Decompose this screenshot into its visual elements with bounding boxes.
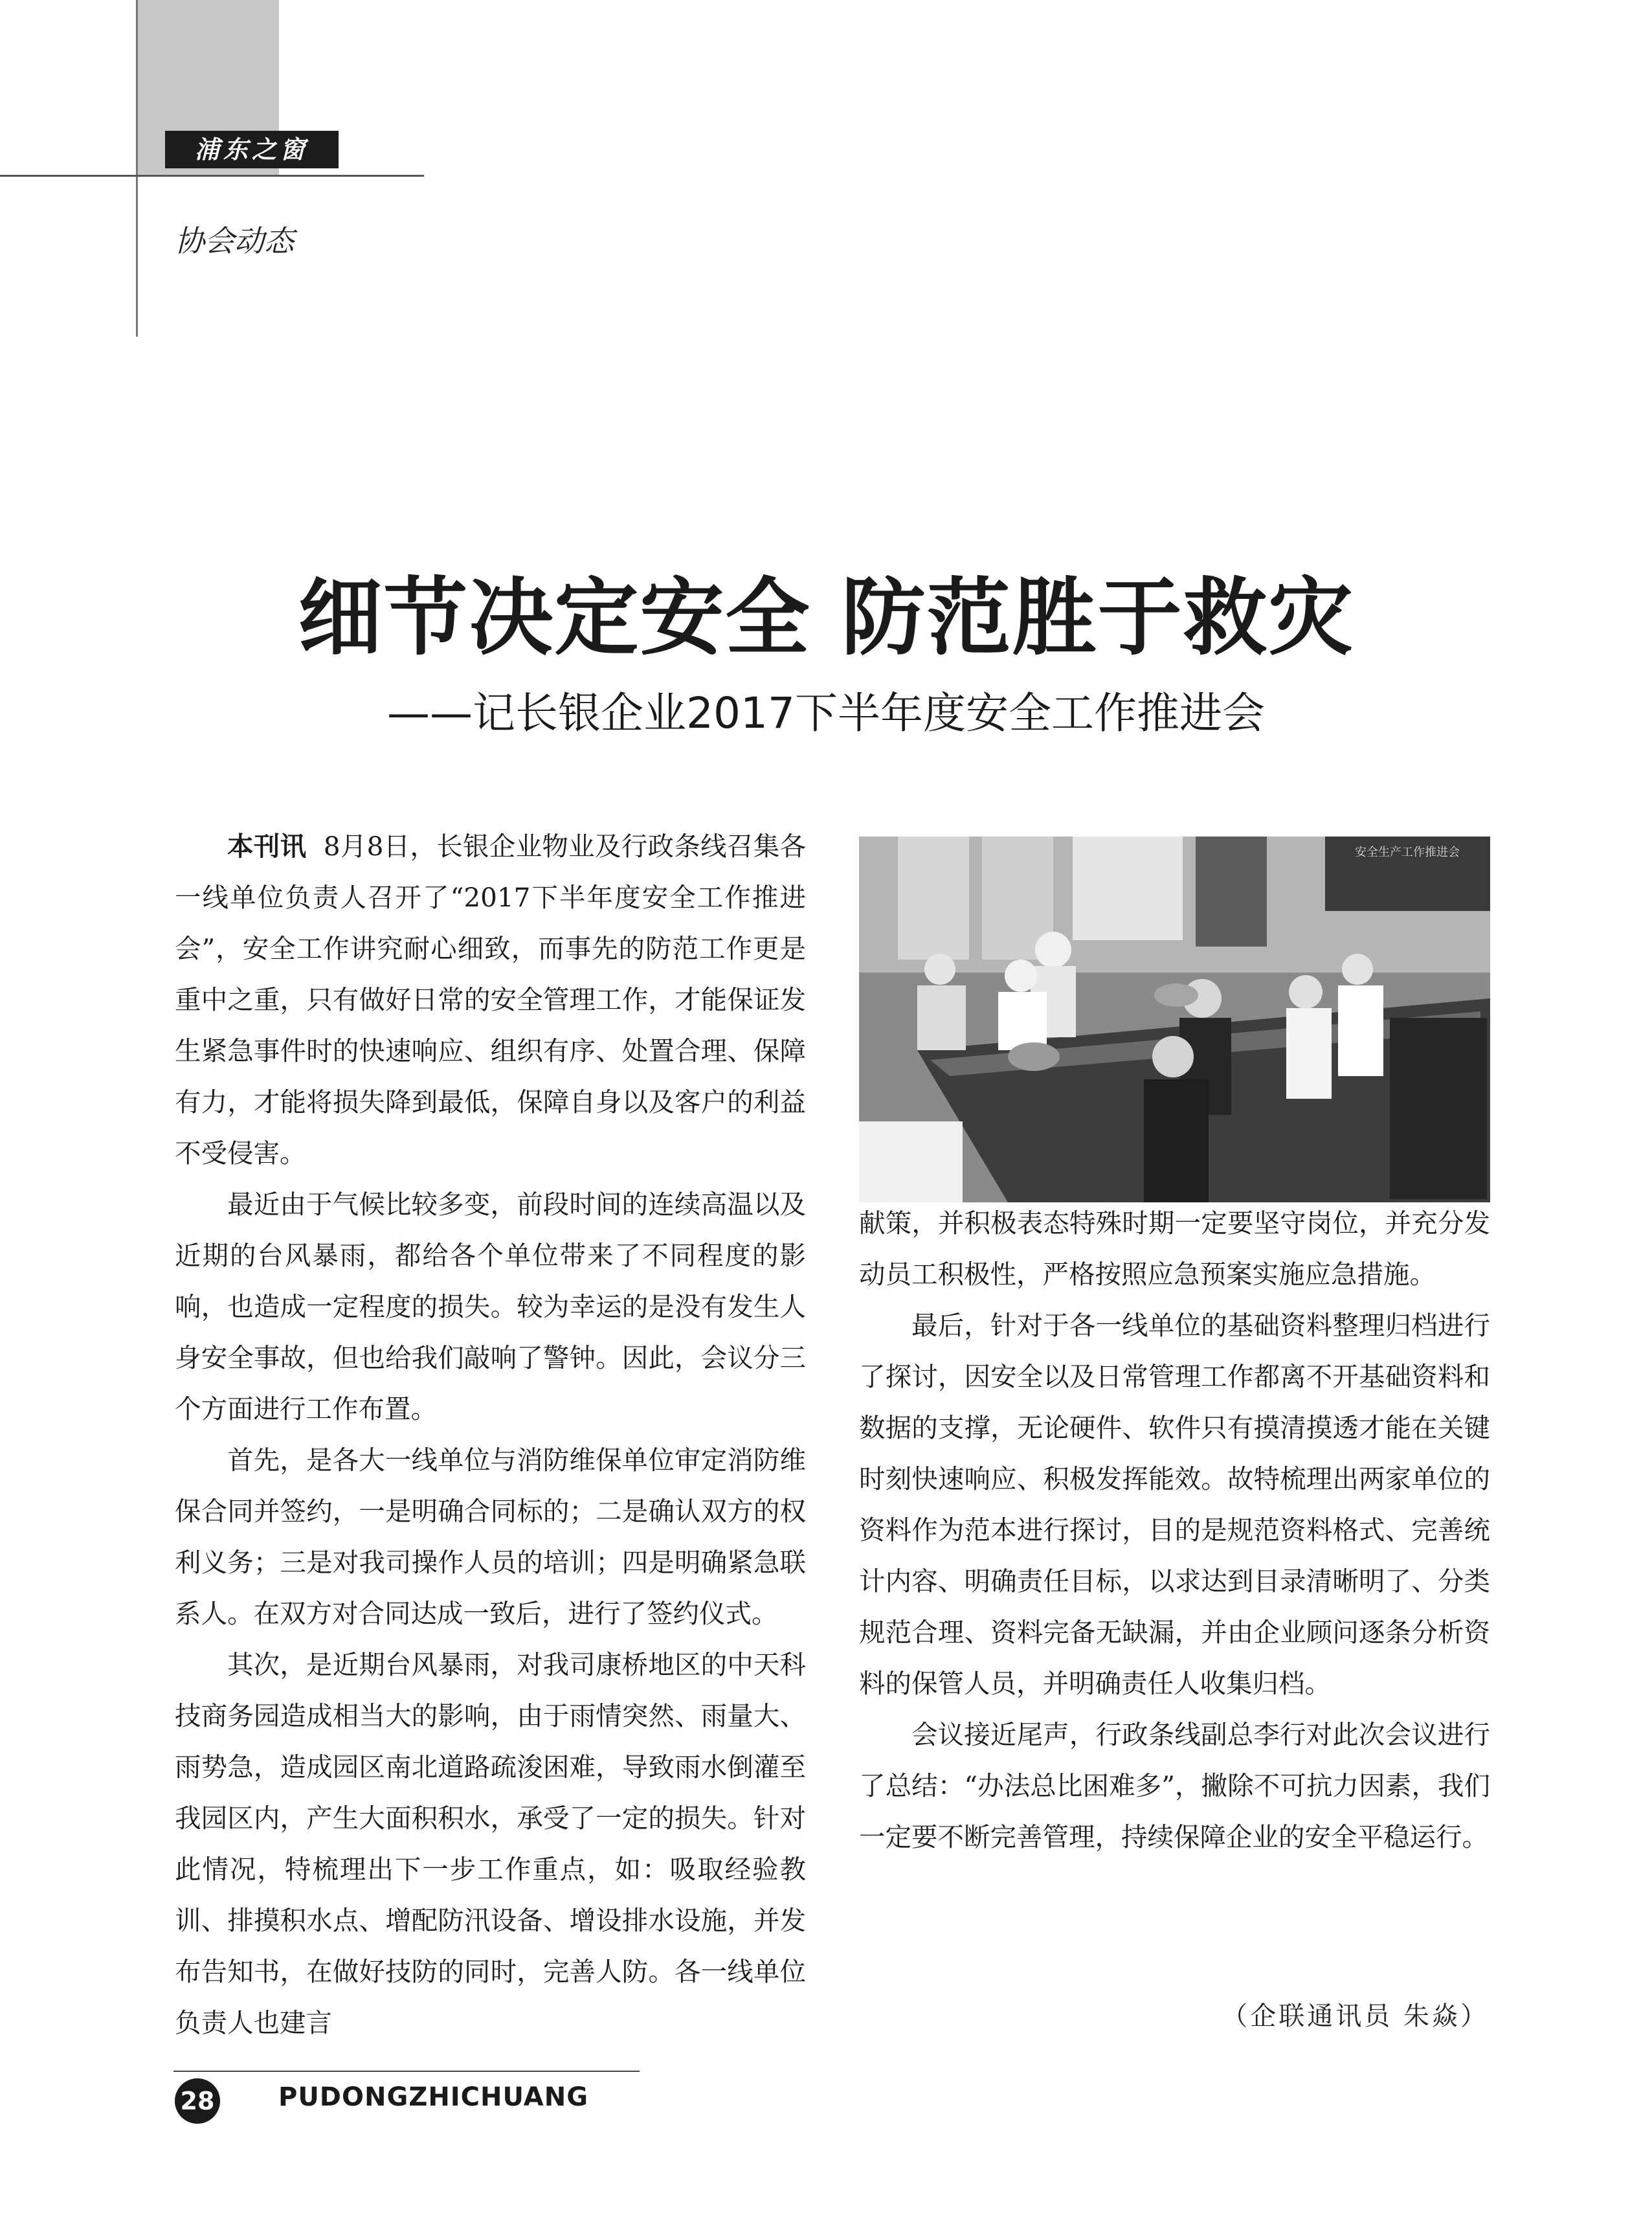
meeting-photo	[859, 837, 1490, 1202]
paragraph-4: 其次，是近期台风暴雨，对我司康桥地区的中天科技商务园造成相当大的影响，由于雨情突然、雨量大、雨势急，造成园区南北道路疏浚困难，导致雨水倒灌至我园区内，产生大面积积水，承受了一定的损失。针对此情况，特梳理出下一步工作重点，如：吸取经验教训、排摸积水点、增配防汛设备、增设排水设施，并发布告知书，在做好技防的同时，完善人防。各一线单位负责人也建言	[175, 1649, 806, 2038]
article-subtitle: ——记长银企业2017下半年度安全工作推进会	[387, 688, 1265, 738]
paragraph-5: 献策，并积极表态特殊时期一定要坚守岗位，并充分发动员工积极性，严格按照应急预案实施应急措施。	[859, 1208, 1490, 1290]
paragraph-1-text: 8月8日，长银企业物业及行政条线召集各一线单位负责人召开了“2017下半年度安全工作推进会”，安全工作讲究耐心细致，而事先的防范工作更是重中之重，只有做好日常的安全管理工作，才能保证发生紧急事件时的快速响应、组织有序、处置合理、保障有力，才能将损失降到最低，保障自身以及客户的利益不受侵害。	[175, 831, 806, 1169]
meeting-photo-illustration	[859, 837, 1490, 1202]
header-horizontal-rule	[0, 175, 424, 177]
paragraph-7: 会议接近尾声，行政条线副总李行对此次会议进行了总结：“办法总比困难多”，撇除不可抗力因素，我们一定要不断完善管理，持续保障企业的安全平稳运行。	[859, 1719, 1490, 1852]
magazine-name: PUDONGZHICHUANG	[278, 2082, 589, 2112]
right-column	[859, 1198, 1490, 1863]
paragraph-6: 最后，针对于各一线单位的基础资料整理归档进行了探讨，因安全以及日常管理工作都离不开基础资料和数据的支撑，无论硬件、软件只有摸清摸透才能在关键时刻快速响应、积极发挥能效。故特梳理出两家单位的资料作为范本进行探讨，目的是规范资料格式、完善统计内容、明确责任目标，以求达到目录清晰明了、分类规范合理、资料完备无缺漏，并由企业顾问逐条分析资料的保管人员，并明确责任人收集归档。	[859, 1310, 1490, 1699]
left-column	[175, 821, 806, 2049]
paragraph-3: 首先，是各大一线单位与消防维保单位审定消防维保合同并签约，一是明确合同标的；二是确认双方的权利义务；三是对我司操作人员的培训；四是明确紧急联系人。在双方对合同达成一致后，进行了签约仪式。	[175, 1445, 806, 1629]
article-title: 细节决定安全 防范胜于救灾	[298, 568, 1354, 667]
lead-label: 本刊讯	[227, 831, 307, 862]
footer-rule	[173, 2071, 640, 2072]
byline: （企联通讯员 朱焱）	[1222, 2001, 1489, 2031]
paragraph-2: 最近由于气候比较多变，前段时间的连续高温以及近期的台风暴雨，都给各个单位带来了不同程度的影响，也造成一定程度的损失。较为幸运的是没有发生人身安全事故，但也给我们敲响了警钟。因此，会议分三个方面进行工作布置。	[175, 1189, 806, 1424]
header-vertical-rule	[136, 0, 138, 337]
section-label: 协会动态	[175, 223, 294, 258]
page-number: 28	[175, 2078, 220, 2124]
paragraph-1	[175, 821, 806, 1179]
brand-tag: 浦东之窗	[165, 131, 339, 168]
screen-text: 安全生产工作推进会	[1355, 846, 1460, 859]
